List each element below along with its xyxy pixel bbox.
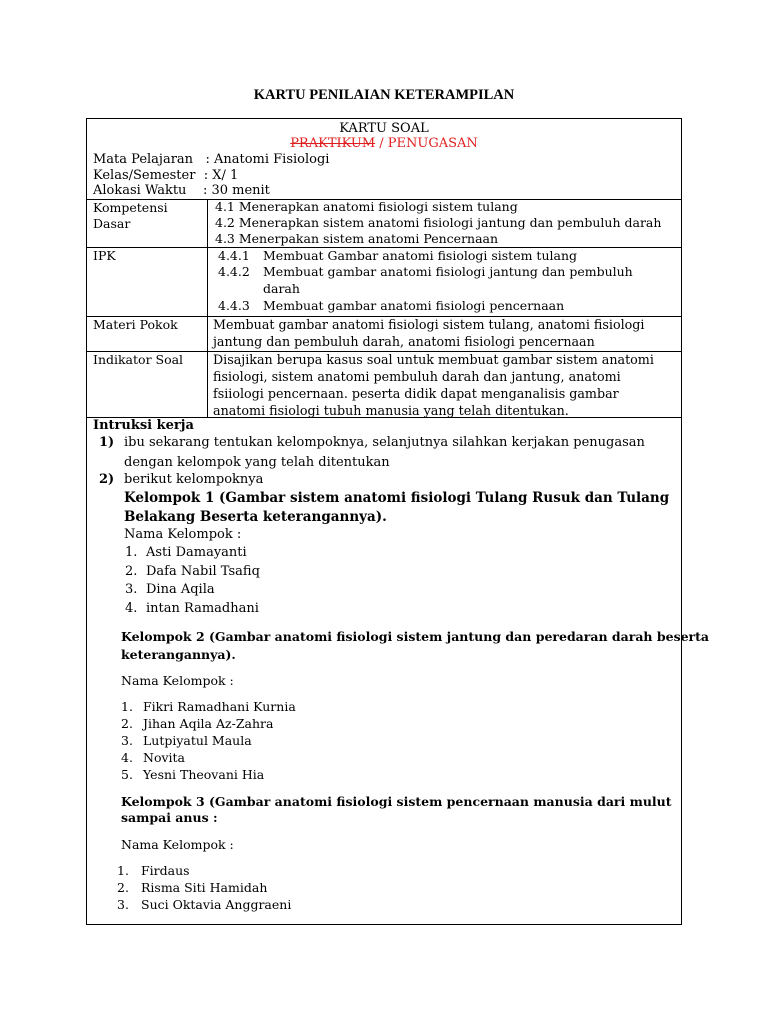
member-name: Asti Damayanti <box>146 545 247 560</box>
member-name: Suci Oktavia Anggraeni <box>141 897 292 912</box>
step-text: ibu sekarang tentukan kelompoknya, selanjutnya silahkan kerjakan penugasan <box>124 435 645 450</box>
ipk-label: IPK <box>93 248 116 263</box>
ipk-num: 4.4.3 <box>218 298 250 313</box>
kompetensi-item: 4.2 Menerapkan sistem anatomi fisiologi jantung dan pembuluh darah <box>215 215 662 230</box>
member-name: Lutpiyatul Maula <box>143 733 252 748</box>
kompetensi-item: 4.3 Menerpakan sistem anatomi Pencernaan <box>215 231 499 246</box>
group-title-cont: Belakang Beserta keterangannya). <box>124 509 387 525</box>
kartu-soal-card <box>86 118 710 925</box>
ipk-text: Membuat gambar anatomi fisiologi pencernaan <box>263 298 565 313</box>
card-meta <box>93 152 329 199</box>
member-num: 3. <box>125 582 138 597</box>
member-name: Dina Aqila <box>146 582 215 597</box>
ipk-num: 4.4.2 <box>218 264 250 279</box>
member-num: 2. <box>117 880 129 895</box>
meta-class: Kelas/Semester : X/ 1 <box>93 167 239 183</box>
row-materi <box>87 316 681 352</box>
step-num: 2) <box>99 472 115 487</box>
instruksi-label: Intruksi kerja <box>93 418 194 433</box>
member-num: 1. <box>117 863 129 878</box>
materi-text: Membuat gambar anatomi fisiologi sistem tulang, anatomi fisiologi jantung dan pembuluh darah, anatomi fisiologi pencernaan <box>213 317 645 349</box>
card-header <box>87 119 681 200</box>
member-name: intan Ramadhani <box>146 601 259 616</box>
member-name: Fikri Ramadhani Kurnia <box>143 699 296 714</box>
card-mode <box>87 136 681 151</box>
step-text-cont: dengan kelompok yang telah ditentukan <box>124 455 390 470</box>
members-label: Nama Kelompok : <box>121 673 234 688</box>
step-text: berikut kelompoknya <box>124 472 264 487</box>
ipk-values <box>207 247 681 316</box>
group-title: Kelompok 1 (Gambar sistem anatomi fisiologi Tulang Rusuk dan Tulang <box>124 490 670 506</box>
materi-label: Materi Pokok <box>93 317 178 332</box>
kompetensi-values <box>207 199 681 247</box>
member-name: Firdaus <box>141 863 190 878</box>
indikator-label: Indikator Soal <box>93 352 184 367</box>
members-label: Nama Kelompok : <box>121 837 234 852</box>
indikator-value <box>207 351 681 417</box>
member-name: Risma Siti Hamidah <box>141 880 268 895</box>
meta-time: Alokasi Waktu : 30 menit <box>93 183 270 198</box>
step-num: 1) <box>99 435 115 450</box>
members-label: Nama Kelompok : <box>124 527 242 542</box>
member-num: 3. <box>121 733 133 748</box>
group-title-cont: keterangannya). <box>121 647 236 662</box>
card-label: KARTU SOAL <box>339 121 429 136</box>
member-num: 2. <box>125 564 138 579</box>
row-ipk <box>87 247 681 317</box>
member-num: 1. <box>125 545 138 560</box>
ipk-text: Membuat Gambar anatomi fisiologi sistem tulang <box>263 248 577 263</box>
group-title-cont: sampai anus : <box>121 810 218 825</box>
group-title: Kelompok 2 (Gambar anatomi fisiologi sistem jantung dan peredaran darah beserta <box>121 629 710 644</box>
ipk-num: 4.4.1 <box>218 248 250 263</box>
member-num: 5. <box>121 767 133 782</box>
kompetensi-item: 4.1 Menerapkan anatomi fisiologi sistem tulang <box>215 199 518 214</box>
member-name: Jihan Aqila Az-Zahra <box>143 716 274 731</box>
materi-value <box>207 316 681 351</box>
member-num: 2. <box>121 716 133 731</box>
mode-rest: / PENUGASAN <box>375 136 478 151</box>
member-num: 4. <box>121 750 133 765</box>
member-name: Dafa Nabil Tsafiq <box>146 564 260 579</box>
indikator-text: Disajikan berupa kasus soal untuk membuat gambar sistem anatomi fisiologi, sistem anatomi pembuluh darah dan jantung, anatomi fsiiologi pencernaan. peserta didik dapat menganalisis gambar anatomi fisiologi tubuh manusia yang telah ditentukan. <box>213 352 654 418</box>
page-title: KARTU PENILAIAN KETERAMPILAN <box>253 87 515 103</box>
member-name: Yesni Theovani Hia <box>143 767 265 782</box>
member-num: 1. <box>121 699 133 714</box>
group-title: Kelompok 3 (Gambar anatomi fisiologi sistem pencernaan manusia dari mulut <box>121 794 672 809</box>
member-num: 3. <box>117 897 129 912</box>
member-num: 4. <box>125 601 138 616</box>
row-kompetensi <box>87 199 681 248</box>
member-name: Novita <box>143 750 185 765</box>
row-indikator <box>87 351 681 418</box>
meta-subject: Mata Pelajaran : Anatomi Fisiologi <box>93 152 330 167</box>
mode-struck: PRAKTIKUM <box>290 136 376 151</box>
ipk-text: Membuat gambar anatomi fisiologi jantung dan pembuluh darah <box>263 264 633 296</box>
kompetensi-label: Kompetensi Dasar <box>93 200 168 231</box>
